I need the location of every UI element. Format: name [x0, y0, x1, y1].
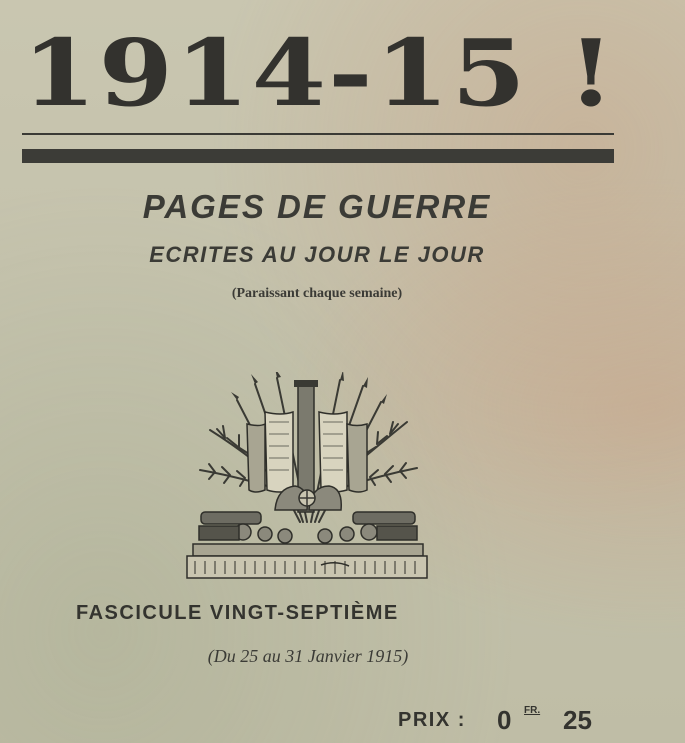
title-rule-thick — [22, 149, 614, 163]
issue-dates: (Du 25 au 31 Janvier 1915) — [207, 646, 409, 666]
issue-number: FASCICULE VINGT-SEPTIÈME — [76, 602, 399, 624]
trophy-of-arms-icon — [185, 372, 430, 584]
price-integer: 0 — [497, 705, 512, 735]
price-unit: FR. — [524, 705, 541, 716]
subtitle-secondary: ECRITES AU JOUR LE JOUR — [149, 242, 485, 267]
page-title: 1914-15 ! — [22, 19, 617, 127]
price — [398, 703, 638, 737]
price-decimal: 25 — [563, 705, 592, 735]
publication-frequency: (Paraissant chaque semaine) — [231, 286, 403, 301]
title-rule-thin — [22, 133, 614, 135]
subtitle-main: PAGES DE GUERRE — [142, 188, 492, 225]
price-label: PRIX : — [398, 709, 466, 731]
